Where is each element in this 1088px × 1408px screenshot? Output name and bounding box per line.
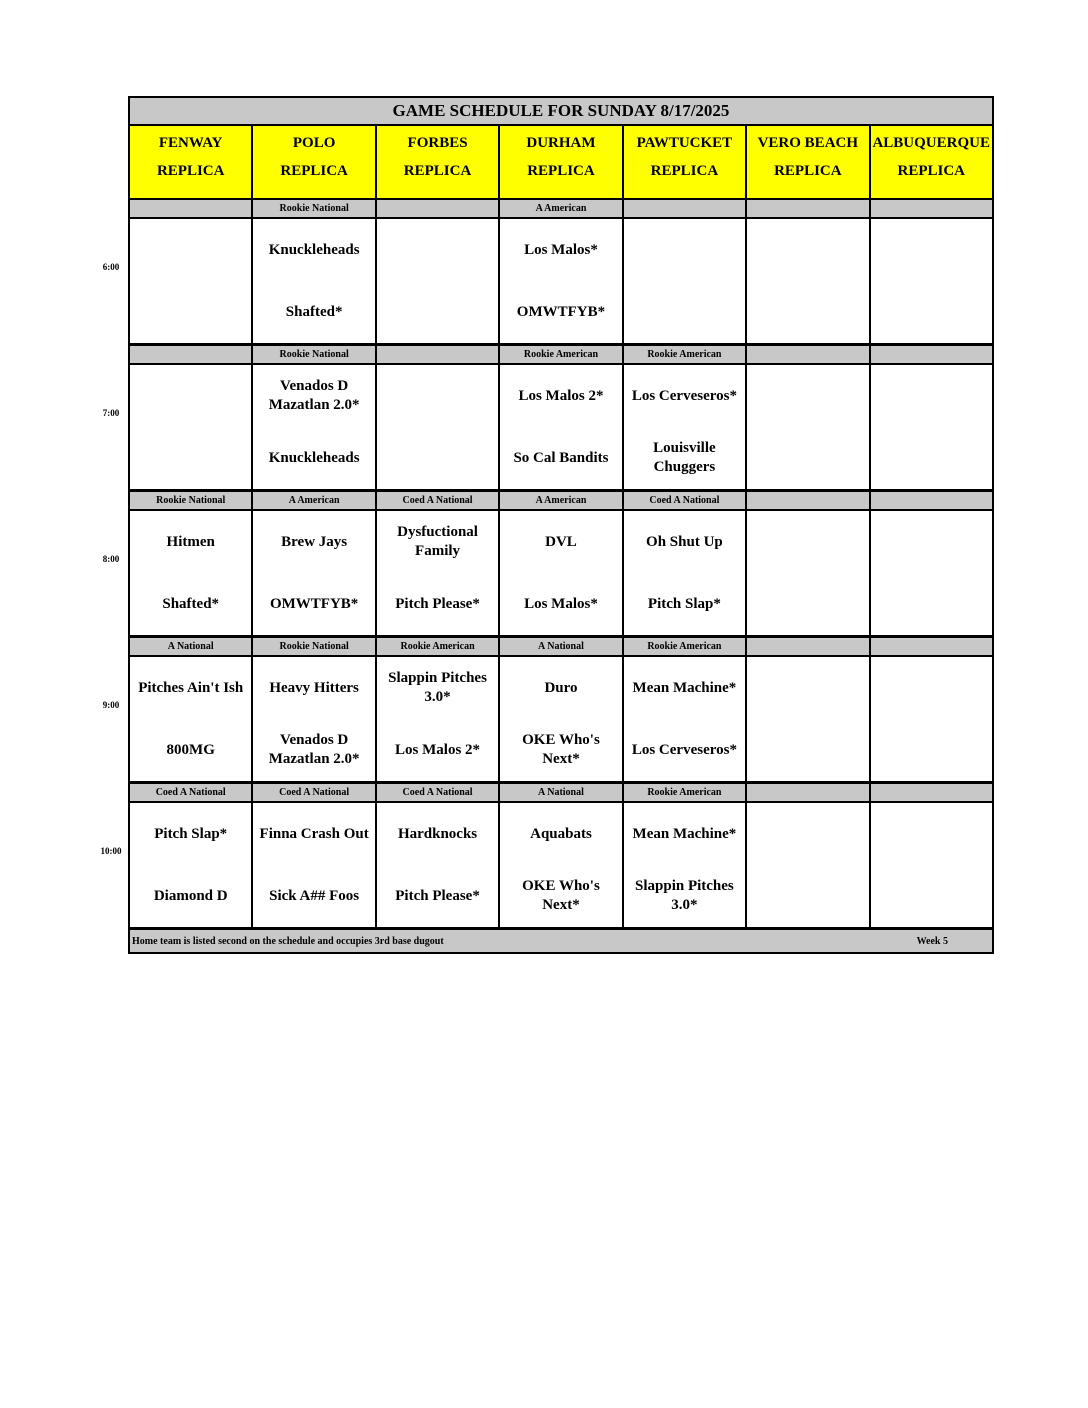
division-label xyxy=(747,784,870,801)
division-label xyxy=(747,492,870,509)
division-row xyxy=(130,492,992,511)
game-cell xyxy=(130,803,253,927)
home-team: OMWTFYB* xyxy=(269,595,359,612)
away-team: Venados D Mazatlan 2.0* xyxy=(268,378,360,413)
division-label: Rookie National xyxy=(130,492,253,509)
game-cell xyxy=(377,219,500,343)
division-label: Rookie American xyxy=(624,638,747,655)
field-sub: REPLICA xyxy=(403,163,472,179)
away-team xyxy=(871,219,992,281)
home-team: Sick A## Foos xyxy=(269,887,360,904)
field-name: FENWAY xyxy=(158,135,223,151)
home-team xyxy=(871,427,992,489)
field-header-forbes xyxy=(377,126,500,198)
away-team xyxy=(747,657,868,719)
division-label xyxy=(130,346,253,363)
division-label xyxy=(747,200,870,217)
division-label: A American xyxy=(500,492,623,509)
division-label: Coed A National xyxy=(624,492,747,509)
game-slot-row xyxy=(130,511,992,638)
division-label: Rookie American xyxy=(624,346,747,363)
home-team: Los Cerveseros* xyxy=(631,741,737,758)
away-team xyxy=(871,511,992,573)
field-header-vero-beach xyxy=(747,126,870,198)
game-cell xyxy=(871,511,992,635)
schedule-table xyxy=(128,96,994,954)
game-cell xyxy=(253,365,376,489)
game-cell xyxy=(253,511,376,635)
home-team: Pitch Please* xyxy=(395,887,480,904)
away-team xyxy=(871,657,992,719)
away-team: Mean Machine* xyxy=(632,825,737,842)
time-slots xyxy=(130,200,992,930)
away-team xyxy=(624,219,745,281)
away-team: Finna Crash Out xyxy=(259,825,369,842)
home-team: Diamond D xyxy=(153,887,228,904)
field-header-polo xyxy=(253,126,376,198)
division-row xyxy=(130,200,992,219)
division-row xyxy=(130,784,992,803)
game-cell xyxy=(500,511,623,635)
game-cell xyxy=(377,803,500,927)
game-cell xyxy=(377,511,500,635)
home-team: OKE Who's Next* xyxy=(522,878,600,913)
home-team: Los Malos* xyxy=(524,595,598,612)
division-row xyxy=(130,638,992,657)
field-name: FORBES xyxy=(407,135,468,151)
division-label: Rookie National xyxy=(253,200,376,217)
field-header-durham xyxy=(500,126,623,198)
home-team: OKE Who's Next* xyxy=(522,732,600,767)
field-header-albuquerque xyxy=(871,126,992,198)
division-label: Coed A National xyxy=(130,784,253,801)
division-label xyxy=(871,784,992,801)
home-team: Shafted* xyxy=(285,303,343,320)
home-team xyxy=(747,573,868,635)
division-label xyxy=(377,346,500,363)
away-team: Aquabats xyxy=(530,825,592,842)
field-name: POLO xyxy=(292,135,336,151)
away-team: Mean Machine* xyxy=(632,679,737,696)
game-cell xyxy=(624,365,747,489)
field-sub: REPLICA xyxy=(156,163,225,179)
field-sub: REPLICA xyxy=(527,163,595,179)
game-cell xyxy=(871,803,992,927)
away-team: Los Malos* xyxy=(524,241,598,258)
home-team: Shafted* xyxy=(162,595,220,612)
away-team: Pitch Slap* xyxy=(154,825,228,842)
division-label xyxy=(624,200,747,217)
division-label: A National xyxy=(500,784,623,801)
game-cell xyxy=(871,219,992,343)
home-team xyxy=(747,427,868,489)
field-sub: REPLICA xyxy=(280,163,348,179)
away-team xyxy=(130,219,251,281)
home-team: So Cal Bandits xyxy=(513,449,609,466)
home-team xyxy=(871,281,992,343)
division-label: A National xyxy=(130,638,253,655)
division-row xyxy=(130,346,992,365)
game-cell xyxy=(624,657,747,781)
away-team: Hardknocks xyxy=(397,825,478,842)
home-team xyxy=(747,719,868,781)
time-label: 9:00 xyxy=(102,700,120,710)
division-label xyxy=(871,200,992,217)
field-sub: REPLICA xyxy=(650,163,719,179)
home-team: OMWTFYB* xyxy=(516,303,606,320)
division-label: Rookie National xyxy=(253,638,376,655)
away-team xyxy=(871,803,992,865)
game-cell xyxy=(747,803,870,927)
week-label: Week 5 xyxy=(916,935,948,947)
division-label xyxy=(871,346,992,363)
division-label xyxy=(130,200,253,217)
field-name: PAWTUCKET xyxy=(636,135,733,151)
schedule-footer xyxy=(130,930,992,952)
game-cell xyxy=(500,803,623,927)
division-label xyxy=(747,638,870,655)
home-team xyxy=(747,865,868,927)
division-label xyxy=(871,492,992,509)
away-team: Dysfuctional Family xyxy=(397,524,478,559)
away-team: Oh Shut Up xyxy=(646,533,723,550)
game-cell xyxy=(253,657,376,781)
home-team xyxy=(130,281,251,343)
game-cell xyxy=(624,511,747,635)
home-team: Pitch Slap* xyxy=(647,595,721,612)
home-team xyxy=(871,719,992,781)
away-team xyxy=(747,511,868,573)
game-slot-row xyxy=(130,365,992,492)
field-sub: REPLICA xyxy=(774,163,842,179)
game-cell xyxy=(130,511,253,635)
division-label xyxy=(377,200,500,217)
division-label: Rookie American xyxy=(624,784,747,801)
away-team xyxy=(871,365,992,427)
away-team: Pitches Ain't Ish xyxy=(138,679,244,696)
field-header-row xyxy=(130,126,992,200)
field-name: DURHAM xyxy=(526,135,596,151)
game-cell xyxy=(130,657,253,781)
home-team: Louisville Chuggers xyxy=(653,440,716,475)
game-cell xyxy=(500,219,623,343)
home-team-note: Home team is listed second on the schedule and occupies 3rd base dugout xyxy=(132,935,444,947)
division-label: Rookie National xyxy=(253,346,376,363)
game-cell xyxy=(130,365,253,489)
game-cell xyxy=(871,657,992,781)
game-cell xyxy=(377,365,500,489)
game-cell xyxy=(747,365,870,489)
home-team: Knuckleheads xyxy=(268,449,360,466)
away-team xyxy=(747,365,868,427)
away-team: Brew Jays xyxy=(281,533,348,550)
home-team: Slappin Pitches 3.0* xyxy=(635,878,734,913)
away-team: Slappin Pitches 3.0* xyxy=(388,670,487,705)
time-label: 6:00 xyxy=(102,262,120,272)
game-slot-row xyxy=(130,219,992,346)
home-team xyxy=(377,427,498,489)
away-team xyxy=(377,365,498,427)
division-label xyxy=(871,638,992,655)
home-team xyxy=(871,573,992,635)
game-slot-row xyxy=(130,803,992,930)
game-cell xyxy=(747,657,870,781)
division-label: Rookie American xyxy=(377,638,500,655)
game-cell xyxy=(747,511,870,635)
field-name: ALBUQUERQUE xyxy=(872,135,990,151)
home-team xyxy=(624,281,745,343)
away-team xyxy=(377,219,498,281)
division-label: Coed A National xyxy=(253,784,376,801)
away-team: Knuckleheads xyxy=(268,241,360,258)
division-label: A American xyxy=(500,200,623,217)
division-label: Coed A National xyxy=(377,492,500,509)
time-label: 10:00 xyxy=(100,846,122,856)
away-team: Los Malos 2* xyxy=(518,387,604,404)
home-team xyxy=(871,865,992,927)
field-header-fenway xyxy=(130,126,253,198)
game-cell xyxy=(500,657,623,781)
division-label: A American xyxy=(253,492,376,509)
away-team xyxy=(130,365,251,427)
time-label: 7:00 xyxy=(102,408,120,418)
field-header-pawtucket xyxy=(624,126,747,198)
away-team: Duro xyxy=(544,679,578,696)
game-slot-row xyxy=(130,657,992,784)
game-cell xyxy=(624,219,747,343)
home-team xyxy=(130,427,251,489)
division-label: Rookie American xyxy=(500,346,623,363)
game-cell xyxy=(871,365,992,489)
field-name: VERO BEACH xyxy=(757,135,859,151)
home-team xyxy=(747,281,868,343)
game-cell xyxy=(253,803,376,927)
away-team: Hitmen xyxy=(166,533,215,550)
away-team xyxy=(747,219,868,281)
home-team xyxy=(377,281,498,343)
game-cell xyxy=(500,365,623,489)
home-team: Pitch Please* xyxy=(395,595,480,612)
game-cell xyxy=(624,803,747,927)
game-cell xyxy=(130,219,253,343)
division-label xyxy=(747,346,870,363)
division-label: A National xyxy=(500,638,623,655)
away-team xyxy=(747,803,868,865)
away-team: Los Cerveseros* xyxy=(631,387,737,404)
home-team: 800MG xyxy=(166,741,215,758)
home-team: Venados D Mazatlan 2.0* xyxy=(268,732,360,767)
away-team: Heavy Hitters xyxy=(269,679,359,696)
division-label: Coed A National xyxy=(377,784,500,801)
field-sub: REPLICA xyxy=(897,163,965,179)
game-cell xyxy=(747,219,870,343)
game-cell xyxy=(253,219,376,343)
game-cell xyxy=(377,657,500,781)
home-team: Los Malos 2* xyxy=(395,741,481,758)
schedule-title: GAME SCHEDULE FOR SUNDAY 8/17/2025 xyxy=(130,98,992,126)
away-team: DVL xyxy=(545,533,577,550)
time-label: 8:00 xyxy=(102,554,120,564)
